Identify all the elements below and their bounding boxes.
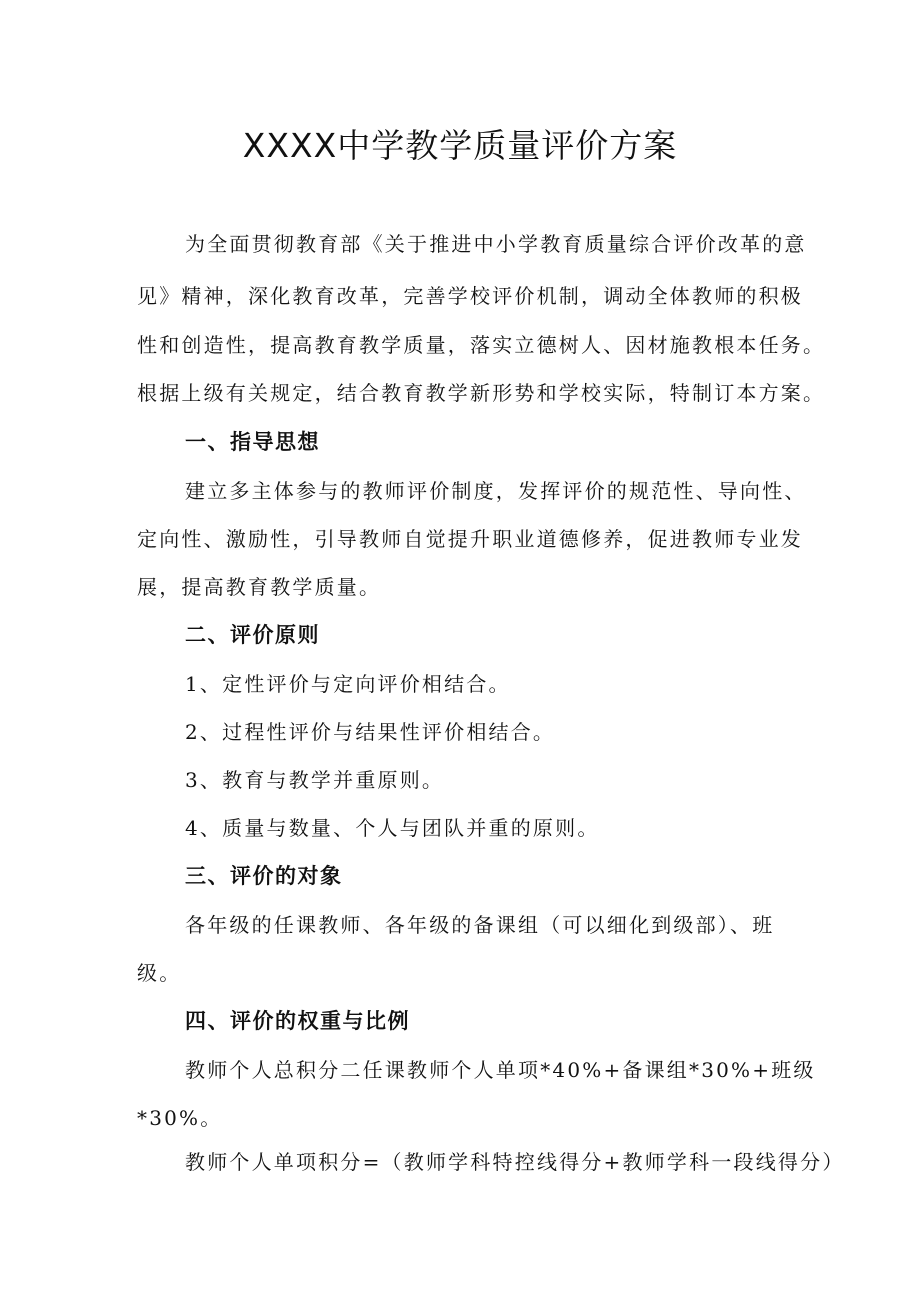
section4-line: 教师个人总积分二任课教师个人单项*40%+备课组*30%+班级 [185,1058,816,1082]
principle-item: 2、过程性评价与结果性评价相结合。 [185,720,556,744]
intro-line: 为全面贯彻教育部《关于推进中小学教育质量综合评价改革的意 [185,232,807,256]
section1-line: 定向性、激励性，引导教师自觉提升职业道德修养，促进教师专业发 [137,527,803,551]
section3-line: 级。 [137,961,182,985]
intro-line: 见》精神，深化教育改革，完善学校评价机制，调动全体教师的积极 [137,284,803,308]
intro-line: 性和创造性，提高教育教学质量，落实立德树人、因材施教根本任务。 [137,333,826,357]
section-heading-principles: 二、评价原则 [185,623,320,647]
principle-item: 1、定性评价与定向评价相结合。 [185,672,511,696]
section4-line: 教师个人单项积分=（教师学科特控线得分+教师学科一段线得分） [185,1150,845,1174]
section-heading-weights: 四、评价的权重与比例 [185,1009,410,1033]
section-heading-targets: 三、评价的对象 [185,864,343,888]
section4-line: *30%。 [137,1106,223,1130]
principle-item: 3、教育与教学并重原则。 [185,768,445,792]
principle-item: 4、质量与数量、个人与团队并重的原则。 [185,816,600,840]
section1-line: 建立多主体参与的教师评价制度，发挥评价的规范性、导向性、 [185,479,807,503]
intro-line: 根据上级有关规定，结合教育教学新形势和学校实际，特制订本方案。 [137,381,826,405]
section3-line: 各年级的任课教师、各年级的备课组（可以细化到级部）、班 [185,913,775,937]
section-heading-guiding-ideas: 一、指导思想 [185,430,320,454]
document-title: XXXX中学教学质量评价方案 [242,126,678,165]
section1-line: 展，提高教育教学质量。 [137,575,382,599]
